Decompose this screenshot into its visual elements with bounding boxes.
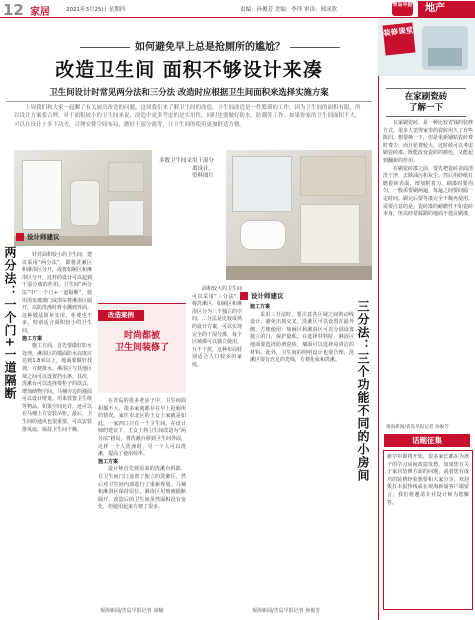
column-case	[98, 398, 186, 602]
vertical-title-left: 两分法：一个门+一道隔断	[3, 246, 17, 401]
topic-call-label: 话题征集	[384, 434, 470, 447]
photo-caption	[156, 158, 214, 181]
column-three-part	[250, 304, 354, 604]
body-text: 面积较大的卫生间可以采用“三分法”，将洗漱区、如厕区和淋浴区分为三个独立的空间。三分法是比较成熟的设计方案，可以实现完全的干湿分离，每个区域都可以独立使用，互不干扰。这种布局特别适合人口较多的家庭。	[192, 286, 243, 368]
issue-date: 2021年3月25日 星期四	[66, 7, 126, 13]
section-tab-right: 地产	[418, 1, 475, 17]
sidebar-byline: 观海新闻/青岛早报记者 孙俊芳	[386, 425, 449, 430]
sidebar-title-line-2: 了解一下	[408, 103, 443, 113]
section-heading: 施工方案	[98, 458, 119, 465]
body-text: 采用三分法时，要注意各区域之间的动线设计，避免出现交叉。洗漱区可以设置在最外侧，方便使用；如厕区和淋浴区可以分别设置独立的门，保护隐私。在选择材料时，淋浴区地面要选择防滑瓷砖，墙面可以选择易清洁的材料。此外，卫生间的照明设计也要合理，洗漱区要有充足的光线，方便化妆和洗漱。	[250, 311, 354, 364]
sidebar-body	[383, 120, 473, 420]
body-text: 设计师首先将原来的洗漱台拆除，在卫生间门口设置了独立的洗漱区，然后对卫生间内部进行了重新规划。马桶和淋浴区保持原位，淋浴区用玻璃隔断隔开。改造后的卫生间虽然面积没有变化，但使用起来方便了很多。	[98, 466, 186, 511]
body-text: 在刷瓷砖漆之前，要先把瓷砖表面清洗干净，去除油污和灰尘。然后用砂纸打磨瓷砖表面，增加附着力。刷漆时要均匀，一般需要刷两遍，每遍之间要间隔一定时间。刷完后要等漆完全干燥再使用。需要注意的是，瓷砖漆的耐磨性不如瓷砖本身，所以经常踩踏的地面不建议刷漆。	[383, 165, 474, 218]
body-text: 在青岛的很多老房子中，卫生间面积都不大，很多家庭都存在早上抢厕所的情况。家住市北区的王女士家就是如此，一家四口只有一个卫生间。在设计师的建议下，王女士将卫生间改造为“两分法”格局，将洗漱台移到卫生间外面，这样一个人洗澡时，另一个人可以洗漱，提高了使用效率。	[98, 398, 186, 458]
sidebar-title	[380, 92, 472, 114]
section-heading: 施工方案	[250, 304, 271, 310]
editor-credits: 责编：孙俊芳 美编：李萍 审读：邢成欣	[240, 7, 337, 13]
rule-right	[290, 47, 340, 48]
vertical-title-right: 三分法：三个功能不同的小房间	[356, 300, 370, 482]
topic-call-text: 新学年即将开始，很多家长都在为孩子的学习房间改造发愁。如果您有关于家居装修方面的问题，或者您有成功的装修经验想要和大家分享，欢迎拨打本报热线或在观海新闻客户端留言，我们将邀请专业设计师为您解答。	[387, 454, 469, 506]
badge-text: 设计师建议	[251, 292, 284, 300]
body-text: 针对面积较小的卫生间，建议采用“两分法”，即将洗漱区和淋浴区分开，或将如厕区和淋浴区分开，这样的设计可以起到干湿分离的作用。卫生间“两分法”中“一个门+一道隔断”，使用浴室玻璃门或浴帘将淋浴区隔开，以防洗澡时将水溅到外面。这种做法简单实用，花费也不多，特别适合面积较小的卫生间。	[22, 252, 93, 334]
page-number: 12	[3, 1, 24, 19]
sidebar-rule-top	[386, 88, 466, 89]
case-label: 改造案例	[98, 310, 144, 321]
divider	[6, 101, 372, 102]
sidebar-banner	[378, 18, 475, 76]
kicker-headline	[40, 38, 380, 53]
body-text: 施工方面，首先要做好防水处理，淋浴区的墙面防水高度应达到1.8米以上，地面要做好找坡，方便排水。淋浴区与其他区域之间可以设置挡水条。其次，洗漱台可以选择带柜子的款式，增加储物空间。马桶旁边的墙面可以设计壁龛，用来放置卫生纸等物品。如果空间允许，还可以在马桶上方安装吊柜。最后，卫生间的通风也很重要，可以安装排风扇，保持卫生间干燥。	[22, 343, 93, 433]
byline-three-part: 观海新闻/青岛早报记者 孙俊芳	[252, 608, 321, 614]
rule-left	[80, 47, 130, 48]
page-header	[0, 0, 475, 18]
badge-square-icon	[16, 233, 24, 241]
newspaper-logo: 青岛早报	[392, 2, 413, 16]
section-name: 家居	[30, 7, 50, 18]
caption-text: 多数卫生间采用干湿分离设计。	[158, 158, 214, 172]
sidebar-rule-bottom	[386, 116, 466, 117]
section-heading: 施工方案	[22, 335, 43, 342]
sidebar-title-line-1: 在家刷瓷砖	[404, 92, 448, 102]
bathroom-photo-2	[226, 150, 372, 280]
decor-stamp: 装修课堂	[383, 23, 416, 56]
caption-credit: 资料图片	[191, 173, 214, 179]
case-study-box	[98, 303, 186, 393]
designer-tip-badge-1	[16, 232, 60, 241]
column-three-part-top	[192, 286, 243, 368]
lead-paragraph: 上周我们和大家一起聊了有关厨房改造的问题，这周我们来了解卫生间的改造。卫生间改造是一件繁琐的工作，因为卫生间的面积有限，所以设计方案要合理。对于面积较小的卫生间来说，改造中更多考虑的是实用性，同时也要做好防水、防潮等工作。如果你家的卫生间面积不大，可以在设计上多下功夫，合理安排空间布局，做好干湿分离等，让卫生间的使用更加舒适方便。	[14, 105, 361, 128]
case-title-line-1: 时尚都被	[123, 331, 160, 341]
column-two-part	[22, 252, 92, 616]
designer-tip-badge-2	[240, 291, 284, 300]
case-title-line-2: 卫生间装修了	[114, 343, 169, 353]
kicker-text: 如何避免早上总是抢厕所的尴尬？	[135, 42, 285, 53]
badge-text: 设计师建议	[27, 233, 60, 241]
topic-call-box	[383, 450, 473, 610]
body-text: 在家刷瓷砖，是一种比较省钱的装修方式。很多人觉得家里的瓷砖用久了有些陈旧，想要换一下，但是重新铺贴瓷砖费时费力，而且花费较大。这时候可以考虑刷瓷砖漆，既能改变瓷砖的颜色，又能起到翻新的作用。	[383, 120, 474, 164]
main-title: 改造卫生间 面积不够设计来凑	[55, 59, 323, 81]
byline-case: 观海新闻/青岛早报记者 刘楠	[100, 608, 164, 614]
sub-title: 卫生间设计时常见两分法和三分法 改造时应根据卫生间面积来选择实施方案	[49, 87, 329, 97]
